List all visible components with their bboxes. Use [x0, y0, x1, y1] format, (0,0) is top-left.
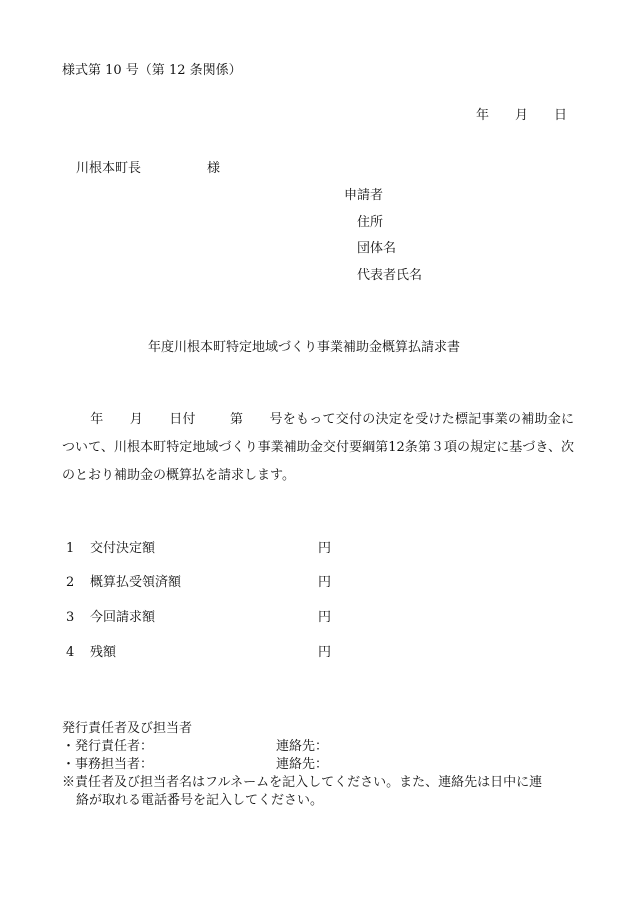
item-unit: 円 [318, 541, 332, 556]
item-row [66, 540, 331, 558]
issuer-label: ・発行責任者： [62, 739, 154, 754]
body-no: 第 [229, 412, 244, 427]
item-label: 残額 [90, 645, 117, 660]
footer-note-line-2: 絡が取れる電話番号を記入してください。 [76, 793, 324, 808]
body-year: 年 [90, 412, 104, 427]
item-row [66, 609, 331, 627]
item-number: 1 [66, 541, 75, 556]
item-unit: 円 [318, 645, 332, 660]
addressee-name: 川根本町長 [76, 161, 142, 176]
item-label: 概算払受領済額 [90, 575, 182, 590]
form-number: 様式第 10 号（第 12 条関係） [62, 63, 242, 78]
item-number: 2 [66, 575, 75, 590]
body-text: 号をもって交付の決定を受けた標記事業の補助金について、川根本町特定地域づくり事業補助金交付要綱第12条第３項の規定に基づき、次のとおり補助金の概算払を請求します。 [62, 412, 574, 483]
applicant-address: 住所 [357, 215, 384, 230]
date-day: 日 [554, 108, 568, 123]
body-month: 月 [129, 412, 143, 427]
item-row [66, 574, 331, 592]
applicant-representative: 代表者氏名 [357, 268, 423, 283]
footer-heading: 発行責任者及び担当者 [62, 721, 193, 736]
footer-note-line-1: ※責任者及び担当者名はフルネームを記入してください。また、連絡先は日中に連 [62, 775, 543, 790]
staff-label: ・事務担当者： [62, 757, 154, 772]
addressee [76, 160, 220, 178]
item-row [66, 644, 331, 662]
item-unit: 円 [318, 610, 332, 625]
body-paragraph [62, 406, 574, 490]
applicant-organization: 団体名 [357, 241, 397, 256]
applicant-heading: 申請者 [344, 188, 384, 203]
date-month: 月 [515, 108, 529, 123]
issuer-contact-label: 連絡先： [276, 739, 329, 754]
body-day: 日付 [169, 412, 196, 427]
document-title: 年度川根本町特定地域づくり事業補助金概算払請求書 [148, 340, 461, 355]
staff-contact-label: 連絡先： [276, 757, 329, 772]
item-unit: 円 [318, 575, 332, 590]
addressee-honorific: 様 [207, 161, 221, 176]
item-label: 交付決定額 [90, 541, 156, 556]
staff-line [62, 756, 328, 774]
issuer-line [62, 738, 328, 756]
item-number: 4 [66, 645, 75, 660]
item-number: 3 [66, 610, 75, 625]
date-year: 年 [476, 108, 490, 123]
date-line [476, 107, 567, 125]
item-label: 今回請求額 [90, 610, 156, 625]
